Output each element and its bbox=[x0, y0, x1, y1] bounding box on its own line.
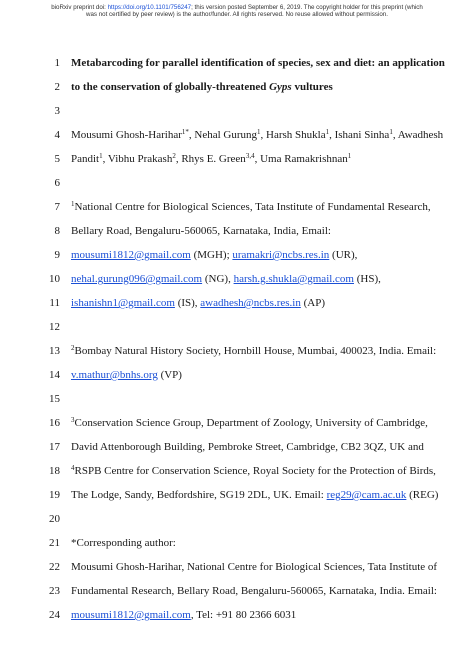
line-number: 6 bbox=[54, 177, 60, 189]
author-affil-sup: 1 bbox=[99, 152, 103, 160]
line-13 bbox=[0, 344, 474, 360]
line-8 bbox=[0, 224, 474, 240]
email-tag: (AP) bbox=[300, 297, 325, 309]
line-2 bbox=[0, 80, 474, 96]
line-19 bbox=[0, 488, 474, 504]
email-link[interactable]: mousumi1812@gmail.com bbox=[71, 609, 191, 621]
line-3 bbox=[0, 104, 474, 120]
email-tag: (NG), bbox=[202, 273, 234, 285]
author-affil-sup: 2 bbox=[172, 152, 176, 160]
line-number: 1 bbox=[54, 57, 60, 69]
line-18 bbox=[0, 464, 474, 480]
email-tag: (UR), bbox=[329, 249, 358, 261]
line-21 bbox=[0, 536, 474, 552]
line-number: 17 bbox=[49, 441, 60, 453]
author-affil-sup: 3,4 bbox=[245, 152, 255, 160]
email-link[interactable]: harsh.g.shukla@gmail.com bbox=[233, 273, 354, 285]
line-11 bbox=[0, 296, 474, 312]
email-tag: (MGH); bbox=[190, 249, 233, 261]
line-17 bbox=[0, 440, 474, 456]
line-number: 19 bbox=[49, 489, 60, 501]
author-name: , Uma Ramakrishnan bbox=[254, 153, 348, 165]
author-name: Pandit bbox=[71, 153, 100, 165]
line-number: 13 bbox=[49, 345, 60, 357]
email-link[interactable]: ishanishn1@gmail.com bbox=[71, 297, 175, 309]
line-1 bbox=[0, 56, 474, 72]
email-tag: (VP) bbox=[157, 369, 182, 381]
email-link[interactable]: nehal.gurung096@gmail.com bbox=[71, 273, 203, 285]
line-number: 23 bbox=[49, 585, 60, 597]
line-14 bbox=[0, 368, 474, 384]
line-5 bbox=[0, 152, 474, 168]
line-number: 4 bbox=[54, 129, 60, 141]
author-name: , Nehal Gurung bbox=[188, 129, 258, 141]
line-24 bbox=[0, 608, 474, 624]
affil-text: Conservation Science Group, Department of Zoology, University of Cambridge, bbox=[74, 417, 428, 429]
title-text: to the conservation of globally-threatened bbox=[71, 81, 270, 93]
affil-text: Bombay Natural History Society, Hornbill House, Mumbai, 400023, India. Email: bbox=[74, 345, 437, 357]
affil-text: National Centre for Biological Sciences, Tata Institute of Fundamental Research, bbox=[74, 201, 431, 213]
line-12 bbox=[0, 320, 474, 336]
line-number: 10 bbox=[49, 273, 60, 285]
corresponding-text: Fundamental Research, Bellary Road, Bengaluru-560065, Karnataka, India. Email: bbox=[71, 585, 437, 597]
author-name: , Harsh Shukla bbox=[260, 129, 326, 141]
line-6 bbox=[0, 176, 474, 192]
author-name: Mousumi Ghosh-Harihar bbox=[71, 129, 182, 141]
line-number: 16 bbox=[49, 417, 60, 429]
line-number: 8 bbox=[54, 225, 60, 237]
line-22 bbox=[0, 560, 474, 576]
line-number: 14 bbox=[49, 369, 60, 381]
line-number: 11 bbox=[49, 297, 60, 309]
line-7 bbox=[0, 200, 474, 216]
email-tag: (REG) bbox=[406, 489, 439, 501]
affil-text: Bellary Road, Bengaluru-560065, Karnataka, India, Email: bbox=[71, 225, 331, 237]
affil-email-line bbox=[71, 488, 454, 502]
authors-line-1 bbox=[71, 128, 454, 142]
line-15 bbox=[0, 392, 474, 408]
line-number: 2 bbox=[54, 81, 60, 93]
email-list-line bbox=[71, 272, 454, 286]
author-affil-sup: 1* bbox=[181, 128, 189, 136]
title-line-1: Metabarcoding for parallel identification of species, sex and diet: an application bbox=[71, 57, 445, 69]
affil-text: The Lodge, Sandy, Bedfordshire, SG19 2DL, UK. Email: bbox=[71, 489, 327, 501]
line-20 bbox=[0, 512, 474, 528]
line-number: 9 bbox=[54, 249, 60, 261]
title-text-end: vultures bbox=[291, 81, 333, 93]
line-number: 24 bbox=[49, 609, 60, 621]
line-number: 5 bbox=[54, 153, 60, 165]
email-link[interactable]: uramakri@ncbs.res.in bbox=[232, 249, 330, 261]
author-affil-sup: 1 bbox=[325, 128, 330, 136]
author-name: , Awadhesh bbox=[392, 129, 444, 141]
line-number: 18 bbox=[49, 465, 60, 477]
line-9 bbox=[0, 248, 474, 264]
header-prefix: bioRxiv preprint doi: bbox=[51, 4, 108, 11]
email-link[interactable]: v.mathur@bnhs.org bbox=[71, 369, 158, 381]
title-line-2 bbox=[71, 80, 454, 94]
header-line-1 bbox=[0, 4, 474, 11]
line-number: 22 bbox=[49, 561, 60, 573]
line-number: 3 bbox=[54, 105, 60, 117]
line-number: 21 bbox=[49, 537, 60, 549]
doi-link[interactable]: https://doi.org/10.1101/756247 bbox=[107, 4, 192, 11]
line-number: 7 bbox=[54, 201, 60, 213]
telephone-text: , Tel: +91 80 2366 6031 bbox=[190, 609, 297, 621]
title-genus: Gyps bbox=[269, 81, 292, 93]
affiliation-1 bbox=[71, 200, 454, 214]
line-number: 15 bbox=[49, 393, 60, 405]
line-4 bbox=[0, 128, 474, 144]
affil-text: David Attenborough Building, Pembroke Street, Cambridge, CB2 3QZ, UK and bbox=[71, 441, 424, 453]
author-affil-sup: 1 bbox=[257, 128, 261, 136]
email-link[interactable]: reg29@cam.ac.uk bbox=[326, 489, 407, 501]
email-list-line bbox=[71, 248, 454, 262]
authors-line-2 bbox=[71, 152, 454, 166]
email-link[interactable]: awadhesh@ncbs.res.in bbox=[200, 297, 301, 309]
line-number: 20 bbox=[49, 513, 60, 525]
author-name: , Vibhu Prakash bbox=[102, 153, 173, 165]
affil-sup: 1 bbox=[71, 200, 75, 208]
affil-text: RSPB Centre for Conservation Science, Royal Society for the Protection of Birds, bbox=[74, 465, 436, 477]
email-tag: (HS), bbox=[354, 273, 381, 285]
email-list-line bbox=[71, 296, 454, 310]
line-10 bbox=[0, 272, 474, 288]
email-link[interactable]: mousumi1812@gmail.com bbox=[71, 249, 191, 261]
email-list-line bbox=[71, 368, 454, 382]
affiliation-2 bbox=[71, 344, 454, 358]
line-16 bbox=[0, 416, 474, 432]
email-tag: (IS), bbox=[174, 297, 201, 309]
preprint-header bbox=[0, 4, 474, 19]
line-23 bbox=[0, 584, 474, 600]
affil-sup: 4 bbox=[71, 464, 75, 472]
author-name: , Rhys E. Green bbox=[175, 153, 246, 165]
author-affil-sup: 1 bbox=[347, 152, 352, 160]
author-name: , Ishani Sinha bbox=[329, 129, 390, 141]
affiliation-4 bbox=[71, 464, 454, 478]
corresponding-contact bbox=[71, 608, 454, 622]
author-affil-sup: 1 bbox=[389, 128, 393, 136]
header-line-2: was not certified by peer review) is the author/funder. All rights reserved. No reuse allowed without permission. bbox=[86, 11, 388, 19]
header-suffix: ; this version posted September 6, 2019. The copyright holder for this preprint (which bbox=[191, 4, 423, 11]
affil-sup: 3 bbox=[71, 416, 75, 424]
affil-sup: 2 bbox=[71, 344, 75, 352]
affiliation-3 bbox=[71, 416, 454, 430]
line-number: 12 bbox=[49, 321, 60, 333]
corresponding-heading: *Corresponding author: bbox=[71, 537, 176, 549]
corresponding-text: Mousumi Ghosh-Harihar, National Centre for Biological Sciences, Tata Institute of bbox=[71, 561, 438, 573]
